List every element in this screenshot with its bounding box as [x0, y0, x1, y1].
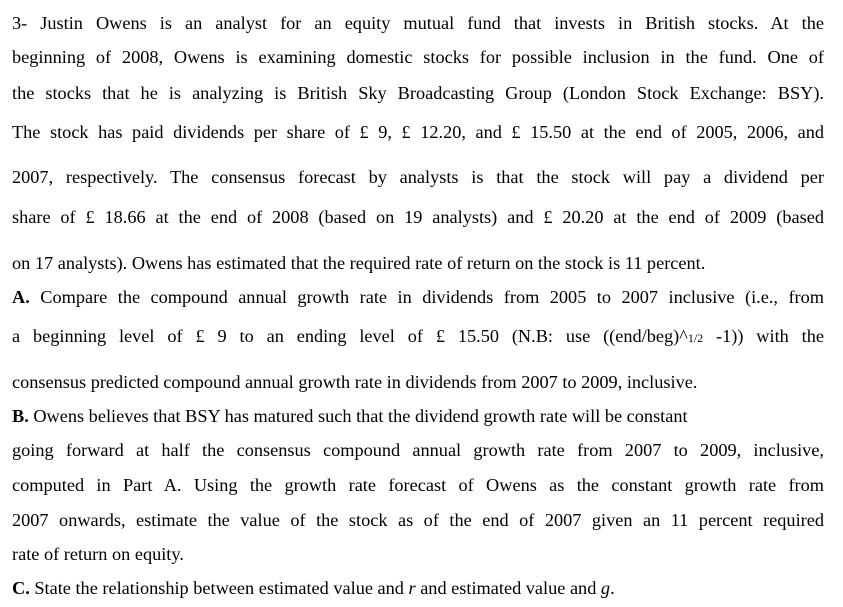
part-a-exponent: 1/2	[687, 331, 704, 345]
part-b-text-1: Owens believes that BSY has matured such that the dividend growth rate will be constant	[33, 406, 688, 426]
part-c-text-1: State the relationship between estimated value and	[34, 578, 409, 598]
part-c-var-g: g	[600, 578, 611, 598]
intro-line-3: the stocks that he is analyzing is British Sky Broadcasting Group (London Stock Exchange: BSY).	[12, 83, 824, 103]
intro-line-5: 2007, respectively. The consensus forecast by analysts is that the stock will pay a dividend per	[12, 167, 824, 187]
part-a-line-3: consensus predicted compound annual growth rate in dividends from 2007 to 2009, inclusive.	[12, 372, 698, 392]
part-b-label: B.	[12, 406, 29, 426]
part-a-line-2	[12, 325, 824, 349]
part-a-text-2b: -1)) with the	[703, 326, 825, 346]
intro-line-2: beginning of 2008, Owens is examining domestic stocks for possible inclusion in the fund. One of	[12, 47, 824, 67]
part-b-line-2: going forward at half the consensus compound annual growth rate from 2007 to 2009, inclusive,	[12, 440, 824, 460]
part-b-line-4: 2007 onwards, estimate the value of the stock as of the end of 2007 given an 11 percent required	[12, 510, 824, 530]
part-c-text-2: and estimated value and	[415, 578, 601, 598]
part-b-line-3: computed in Part A. Using the growth rate forecast of Owens as the constant growth rate from	[12, 475, 824, 495]
part-c-line	[12, 577, 615, 599]
part-b-line-5: rate of return on equity.	[12, 544, 184, 564]
intro-line-6: share of £ 18.66 at the end of 2008 (based on 19 analysts) and £ 20.20 at the end of 2009 (based	[12, 207, 824, 227]
intro-line-4: The stock has paid dividends per share of £ 9, £ 12.20, and £ 15.50 at the end of 2005, 2006, and	[12, 122, 824, 142]
part-a-label: A.	[12, 287, 30, 307]
part-a-text-2a: a beginning level of £ 9 to an ending level of £ 15.50 (N.B: use ((end/beg)^	[12, 326, 688, 346]
part-b-line-1	[12, 405, 688, 427]
part-a-text-1: Compare the compound annual growth rate in dividends from 2005 to 2007 inclusive (i.e., from	[40, 287, 824, 307]
intro-line-7: on 17 analysts). Owens has estimated that the required rate of return on the stock is 11 percent.	[12, 253, 706, 273]
part-c-text-3: .	[610, 578, 615, 598]
part-c-var-r: r	[408, 578, 416, 598]
part-c-label: C.	[12, 578, 30, 598]
intro-line-1: 3- Justin Owens is an analyst for an equity mutual fund that invests in British stocks. At the	[12, 13, 824, 33]
part-a-line-1	[12, 286, 824, 308]
